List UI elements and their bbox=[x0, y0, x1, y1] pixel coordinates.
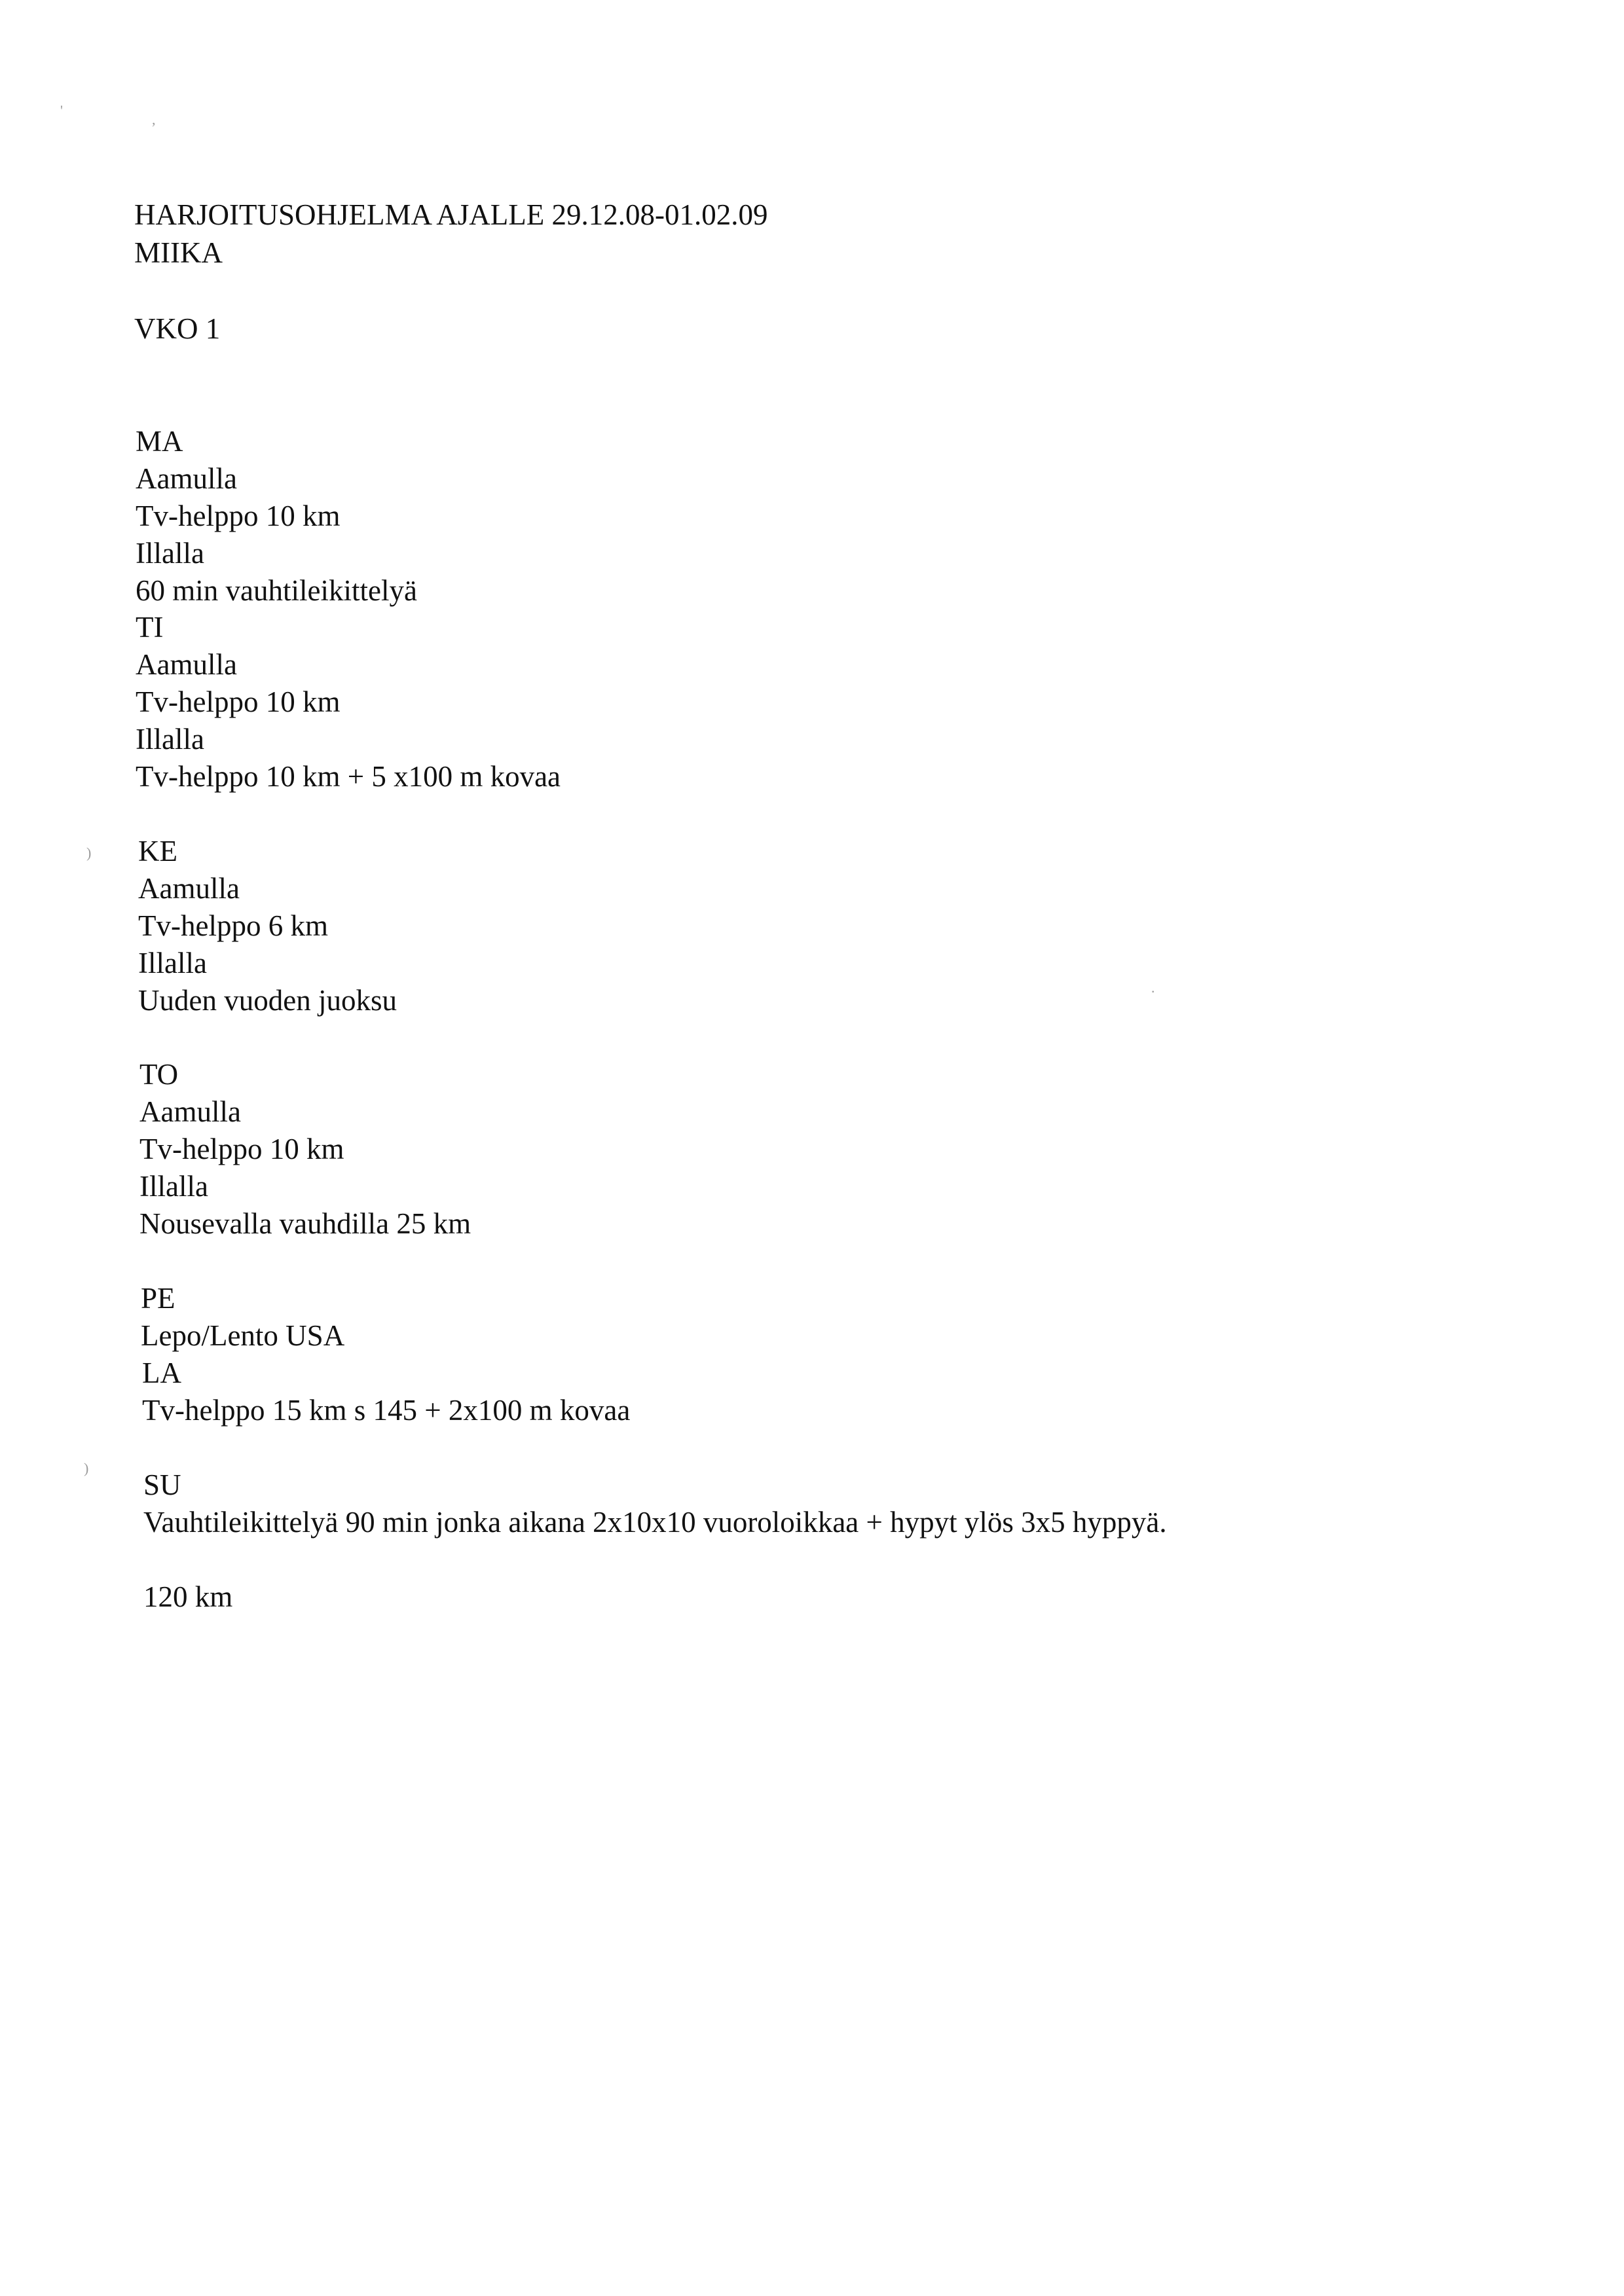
morning-label: Aamulla bbox=[138, 872, 240, 905]
morning-label: Aamulla bbox=[136, 648, 237, 681]
evening-workout: Tv-helppo 10 km + 5 x100 m kovaa bbox=[136, 760, 561, 793]
day-label-to: TO bbox=[139, 1058, 179, 1091]
evening-label: Illalla bbox=[139, 1170, 208, 1203]
morning-workout: Tv-helppo 6 km bbox=[138, 909, 328, 942]
scan-mark: ' bbox=[60, 102, 63, 118]
day-label-la: LA bbox=[142, 1357, 181, 1389]
evening-workout: Nousevalla vauhdilla 25 km bbox=[139, 1207, 471, 1240]
document-title: HARJOITUSOHJELMA AJALLE 29.12.08-01.02.09 bbox=[134, 198, 768, 231]
day-label-ke: KE bbox=[138, 835, 177, 867]
week-label: VKO 1 bbox=[134, 312, 221, 345]
scan-mark: ) bbox=[84, 1460, 89, 1476]
morning-workout: Tv-helppo 10 km bbox=[136, 685, 341, 718]
day-label-ti: TI bbox=[136, 611, 164, 644]
morning-label: Aamulla bbox=[139, 1095, 241, 1128]
day-label-ma: MA bbox=[136, 425, 183, 458]
morning-workout: Tv-helppo 10 km bbox=[136, 500, 341, 532]
day-workout: Tv-helppo 15 km s 145 + 2x100 m kovaa bbox=[142, 1394, 631, 1427]
day-label-su: SU bbox=[143, 1468, 181, 1501]
evening-workout: Uuden vuoden juoksu bbox=[138, 984, 397, 1017]
evening-label: Illalla bbox=[136, 723, 204, 756]
day-workout: Lepo/Lento USA bbox=[141, 1319, 345, 1352]
morning-workout: Tv-helppo 10 km bbox=[139, 1133, 344, 1165]
day-workout: Vauhtileikittelyä 90 min jonka aikana 2x10x10 vuoroloikkaa + hypyt ylös 3x5 hyppyä. bbox=[143, 1506, 1167, 1539]
scan-mark: . bbox=[1151, 979, 1155, 996]
day-label-pe: PE bbox=[141, 1282, 175, 1315]
evening-workout: 60 min vauhtileikittelyä bbox=[136, 574, 417, 607]
morning-label: Aamulla bbox=[136, 462, 237, 495]
athlete-name: MIIKA bbox=[134, 236, 223, 269]
weekly-total: 120 km bbox=[143, 1580, 233, 1613]
scan-mark: , bbox=[152, 111, 156, 128]
evening-label: Illalla bbox=[136, 537, 204, 570]
scan-mark: ) bbox=[86, 845, 92, 861]
evening-label: Illalla bbox=[138, 947, 207, 979]
